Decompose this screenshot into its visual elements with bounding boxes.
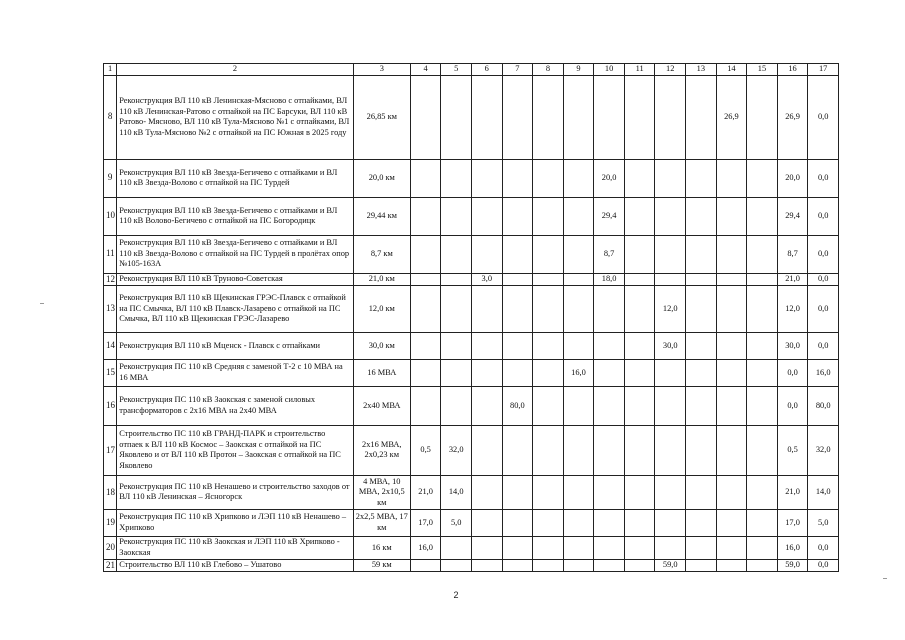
value-cell [563, 159, 594, 197]
value-cell [563, 425, 594, 475]
value-cell [624, 197, 655, 235]
value-cell: 14,0 [441, 475, 472, 509]
value-cell: 20,0 [777, 159, 808, 197]
value-cell [533, 75, 564, 159]
value-cell [563, 75, 594, 159]
row-number: 10 [104, 197, 117, 235]
value-cell [686, 386, 717, 425]
value-cell [594, 386, 625, 425]
capacity: 16 км [353, 536, 410, 559]
value-cell [747, 75, 778, 159]
value-cell: 20,0 [594, 159, 625, 197]
value-cell [655, 159, 686, 197]
capacity: 2х16 МВА, 2х0,23 км [353, 425, 410, 475]
value-cell: 5,0 [441, 509, 472, 536]
value-cell [624, 475, 655, 509]
table-row [104, 536, 839, 559]
value-cell [410, 285, 441, 332]
value-cell: 17,0 [410, 509, 441, 536]
row-number: 11 [104, 235, 117, 273]
value-cell [533, 359, 564, 386]
value-cell [686, 273, 717, 285]
project-name: Реконструкция ВЛ 110 кВ Звезда-Бегичево с отпайками и ВЛ 110 кВ Звезда-Волово с отпайкой на ПС Турдей [117, 159, 354, 197]
edge-mark [883, 578, 887, 579]
row-number: 21 [104, 559, 117, 571]
value-cell [471, 536, 502, 559]
value-cell [471, 159, 502, 197]
value-cell [471, 425, 502, 475]
header-cell: 11 [624, 64, 655, 76]
value-cell [502, 359, 533, 386]
table-row [104, 386, 839, 425]
value-cell [471, 197, 502, 235]
value-cell: 0,0 [808, 235, 839, 273]
value-cell: 0,0 [808, 559, 839, 571]
value-cell [716, 425, 747, 475]
value-cell: 29,4 [777, 197, 808, 235]
project-name: Реконструкция ВЛ 110 кВ Мценск - Плавск с отпайками [117, 332, 354, 359]
value-cell [747, 159, 778, 197]
value-cell: 80,0 [502, 386, 533, 425]
value-cell [686, 75, 717, 159]
value-cell [410, 332, 441, 359]
project-name: Реконструкция ПС 110 кВ Ненашево и строительство заходов от ВЛ 110 кВ Ленинская – Ясногорск [117, 475, 354, 509]
value-cell: 30,0 [777, 332, 808, 359]
value-cell [655, 75, 686, 159]
value-cell [655, 359, 686, 386]
row-number: 9 [104, 159, 117, 197]
value-cell [441, 197, 472, 235]
header-cell: 2 [117, 64, 354, 76]
project-name: Реконструкция ПС 110 кВ Заокская с заменой силовых трансформаторов с 2х16 МВА на 2х40 МВА [117, 386, 354, 425]
value-cell [686, 475, 717, 509]
value-cell: 59,0 [655, 559, 686, 571]
row-number: 17 [104, 425, 117, 475]
value-cell [471, 332, 502, 359]
value-cell [502, 235, 533, 273]
value-cell [624, 536, 655, 559]
value-cell: 18,0 [594, 273, 625, 285]
value-cell [563, 509, 594, 536]
row-number: 12 [104, 273, 117, 285]
value-cell [655, 475, 686, 509]
value-cell [502, 273, 533, 285]
value-cell [655, 197, 686, 235]
value-cell [502, 559, 533, 571]
value-cell [533, 273, 564, 285]
value-cell [624, 425, 655, 475]
value-cell [471, 359, 502, 386]
value-cell [686, 159, 717, 197]
value-cell [716, 536, 747, 559]
value-cell [471, 509, 502, 536]
value-cell [533, 197, 564, 235]
value-cell [655, 509, 686, 536]
table-row [104, 273, 839, 285]
value-cell [624, 332, 655, 359]
value-cell [471, 475, 502, 509]
value-cell: 30,0 [655, 332, 686, 359]
value-cell [563, 559, 594, 571]
value-cell: 0,0 [808, 197, 839, 235]
value-cell [716, 509, 747, 536]
value-cell [410, 159, 441, 197]
investment-table [103, 63, 839, 572]
value-cell: 0,0 [808, 285, 839, 332]
value-cell [747, 359, 778, 386]
header-cell: 4 [410, 64, 441, 76]
header-cell: 13 [686, 64, 717, 76]
value-cell: 0,0 [777, 386, 808, 425]
value-cell: 21,0 [410, 475, 441, 509]
value-cell [441, 285, 472, 332]
value-cell [624, 159, 655, 197]
value-cell [533, 559, 564, 571]
capacity: 30,0 км [353, 332, 410, 359]
value-cell [747, 285, 778, 332]
table-row [104, 285, 839, 332]
value-cell [594, 475, 625, 509]
header-cell: 15 [747, 64, 778, 76]
value-cell: 29,4 [594, 197, 625, 235]
value-cell [747, 536, 778, 559]
value-cell [716, 559, 747, 571]
value-cell [624, 75, 655, 159]
value-cell [594, 425, 625, 475]
table-row [104, 159, 839, 197]
value-cell [563, 235, 594, 273]
value-cell [747, 475, 778, 509]
value-cell [410, 273, 441, 285]
capacity: 4 МВА, 10 МВА, 2х10,5 км [353, 475, 410, 509]
value-cell [471, 386, 502, 425]
value-cell [563, 536, 594, 559]
value-cell [747, 425, 778, 475]
row-number: 19 [104, 509, 117, 536]
value-cell [441, 536, 472, 559]
row-number: 16 [104, 386, 117, 425]
value-cell [441, 332, 472, 359]
value-cell [502, 75, 533, 159]
value-cell [716, 359, 747, 386]
capacity: 20,0 км [353, 159, 410, 197]
value-cell: 3,0 [471, 273, 502, 285]
value-cell: 32,0 [441, 425, 472, 475]
project-name: Реконструкция ВЛ 110 кВ Звезда-Бегичево с отпайками и ВЛ 110 кВ Волово-Бегичево с отпайкой на ПС Богородицк [117, 197, 354, 235]
row-number: 18 [104, 475, 117, 509]
table-row [104, 75, 839, 159]
value-cell [747, 332, 778, 359]
capacity: 12,0 км [353, 285, 410, 332]
value-cell [533, 285, 564, 332]
value-cell [716, 197, 747, 235]
value-cell [624, 559, 655, 571]
capacity: 29,44 км [353, 197, 410, 235]
value-cell [686, 197, 717, 235]
project-name: Строительство ПС 110 кВ ГРАНД-ПАРК и строительство отпаек к ВЛ 110 кВ Космос – Заокская с отпайкой на ПС Яковлево и от ВЛ 110 кВ Протон – Заокская с отпайкой на ПС Яковлево [117, 425, 354, 475]
value-cell [655, 273, 686, 285]
value-cell [594, 359, 625, 386]
value-cell [747, 273, 778, 285]
table-row [104, 197, 839, 235]
value-cell: 8,7 [777, 235, 808, 273]
row-number: 14 [104, 332, 117, 359]
value-cell [747, 509, 778, 536]
value-cell: 16,0 [777, 536, 808, 559]
value-cell: 17,0 [777, 509, 808, 536]
value-cell: 21,0 [777, 273, 808, 285]
value-cell [410, 75, 441, 159]
value-cell: 12,0 [655, 285, 686, 332]
value-cell [563, 273, 594, 285]
value-cell [686, 359, 717, 386]
value-cell: 80,0 [808, 386, 839, 425]
value-cell [594, 332, 625, 359]
value-cell [686, 559, 717, 571]
edge-mark [40, 303, 44, 304]
value-cell [533, 509, 564, 536]
value-cell [563, 332, 594, 359]
value-cell: 16,0 [563, 359, 594, 386]
header-cell: 14 [716, 64, 747, 76]
value-cell: 0,5 [410, 425, 441, 475]
value-cell: 16,0 [808, 359, 839, 386]
value-cell [441, 159, 472, 197]
value-cell [747, 386, 778, 425]
value-cell [594, 509, 625, 536]
value-cell [533, 425, 564, 475]
header-cell: 6 [471, 64, 502, 76]
row-number: 20 [104, 536, 117, 559]
value-cell: 26,9 [716, 75, 747, 159]
value-cell: 0,0 [808, 332, 839, 359]
page-number: 2 [453, 590, 459, 600]
project-name: Реконструкция ПС 110 кВ Средняя с заменой Т-2 с 10 МВА на 16 МВА [117, 359, 354, 386]
value-cell: 8,7 [594, 235, 625, 273]
value-cell [716, 332, 747, 359]
value-cell [471, 235, 502, 273]
value-cell [716, 159, 747, 197]
value-cell: 21,0 [777, 475, 808, 509]
value-cell [686, 425, 717, 475]
project-name: Реконструкция ВЛ 110 кВ Труново-Советская [117, 273, 354, 285]
value-cell [686, 285, 717, 332]
capacity: 16 МВА [353, 359, 410, 386]
table-row [104, 359, 839, 386]
header-cell: 8 [533, 64, 564, 76]
value-cell [655, 425, 686, 475]
table-row [104, 332, 839, 359]
value-cell: 0,5 [777, 425, 808, 475]
project-name: Реконструкция ВЛ 110 кВ Ленинская-Мясново с отпайками, ВЛ 110 кВ Ленинская-Ратово с отпайкой на ПС Барсуки, ВЛ 110 кВ Ратово- Мясново, ВЛ 110 кВ Тула-Мясново №1 с отпайками, ВЛ 110 кВ Тула-Мясново №2 с отпайкой на ПС Южная в 2025 году [117, 75, 354, 159]
value-cell [624, 386, 655, 425]
value-cell [624, 273, 655, 285]
header-cell: 1 [104, 64, 117, 76]
value-cell [410, 359, 441, 386]
value-cell: 0,0 [808, 159, 839, 197]
value-cell [563, 386, 594, 425]
value-cell [533, 159, 564, 197]
value-cell [716, 475, 747, 509]
value-cell [747, 235, 778, 273]
value-cell: 5,0 [808, 509, 839, 536]
capacity: 2х40 МВА [353, 386, 410, 425]
value-cell [686, 536, 717, 559]
value-cell [441, 386, 472, 425]
value-cell [594, 559, 625, 571]
header-cell: 16 [777, 64, 808, 76]
value-cell: 0,0 [808, 75, 839, 159]
value-cell [410, 197, 441, 235]
value-cell: 14,0 [808, 475, 839, 509]
value-cell: 32,0 [808, 425, 839, 475]
project-name: Реконструкция ПС 110 кВ Хрипково и ЛЭП 110 кВ Ненашево – Хрипково [117, 509, 354, 536]
value-cell [716, 273, 747, 285]
value-cell [441, 273, 472, 285]
capacity: 8,7 км [353, 235, 410, 273]
value-cell [502, 332, 533, 359]
value-cell [716, 386, 747, 425]
value-cell [686, 235, 717, 273]
value-cell [410, 386, 441, 425]
value-cell [410, 235, 441, 273]
table-row [104, 235, 839, 273]
value-cell [533, 475, 564, 509]
header-cell: 17 [808, 64, 839, 76]
value-cell [686, 509, 717, 536]
value-cell [441, 559, 472, 571]
table-row [104, 509, 839, 536]
table-row [104, 559, 839, 571]
value-cell [502, 159, 533, 197]
value-cell [471, 559, 502, 571]
capacity: 59 км [353, 559, 410, 571]
value-cell: 26,9 [777, 75, 808, 159]
value-cell [502, 536, 533, 559]
value-cell [502, 285, 533, 332]
value-cell [655, 235, 686, 273]
value-cell [502, 425, 533, 475]
value-cell [563, 475, 594, 509]
value-cell [441, 235, 472, 273]
project-name: Реконструкция ПС 110 кВ Заокская и ЛЭП 110 кВ Хрипково - Заокская [117, 536, 354, 559]
value-cell: 0,0 [808, 536, 839, 559]
value-cell [441, 75, 472, 159]
value-cell [655, 536, 686, 559]
project-name: Реконструкция ВЛ 110 кВ Звезда-Бегичево с отпайками и ВЛ 110 кВ Звезда-Волово с отпайкой на ПС Турдей в пролётах опор №105-163А [117, 235, 354, 273]
value-cell [533, 536, 564, 559]
value-cell [441, 359, 472, 386]
value-cell [624, 235, 655, 273]
value-cell [624, 285, 655, 332]
table-row [104, 425, 839, 475]
value-cell: 0,0 [777, 359, 808, 386]
capacity: 26,85 км [353, 75, 410, 159]
value-cell [686, 332, 717, 359]
header-cell: 10 [594, 64, 625, 76]
value-cell [502, 509, 533, 536]
row-number: 13 [104, 285, 117, 332]
value-cell [655, 386, 686, 425]
value-cell [502, 197, 533, 235]
header-cell: 7 [502, 64, 533, 76]
capacity: 21,0 км [353, 273, 410, 285]
value-cell: 59,0 [777, 559, 808, 571]
value-cell [471, 285, 502, 332]
value-cell [624, 359, 655, 386]
capacity: 2х2,5 МВА, 17 км [353, 509, 410, 536]
value-cell [410, 559, 441, 571]
value-cell [716, 285, 747, 332]
value-cell [716, 235, 747, 273]
header-cell: 12 [655, 64, 686, 76]
table-row [104, 475, 839, 509]
value-cell [533, 235, 564, 273]
value-cell: 0,0 [808, 273, 839, 285]
value-cell [533, 386, 564, 425]
value-cell [594, 75, 625, 159]
header-cell: 9 [563, 64, 594, 76]
value-cell [502, 475, 533, 509]
header-row [104, 64, 839, 76]
header-cell: 5 [441, 64, 472, 76]
project-name: Строительство ВЛ 110 кВ Глебово – Ушатово [117, 559, 354, 571]
value-cell [594, 285, 625, 332]
value-cell [624, 509, 655, 536]
header-cell: 3 [353, 64, 410, 76]
value-cell: 16,0 [410, 536, 441, 559]
value-cell [747, 197, 778, 235]
value-cell [563, 197, 594, 235]
value-cell [563, 285, 594, 332]
value-cell [594, 536, 625, 559]
value-cell [747, 559, 778, 571]
row-number: 15 [104, 359, 117, 386]
value-cell: 12,0 [777, 285, 808, 332]
row-number: 8 [104, 75, 117, 159]
project-name: Реконструкция ВЛ 110 кВ Щекинская ГРЭС-Плавск с отпайкой на ПС Смычка, ВЛ 110 кВ Плавск-Лазарево с отпайкой на ПС Смычка, ВЛ 110 кВ Щекинская ГРЭС-Лазарево [117, 285, 354, 332]
value-cell [533, 332, 564, 359]
value-cell [471, 75, 502, 159]
